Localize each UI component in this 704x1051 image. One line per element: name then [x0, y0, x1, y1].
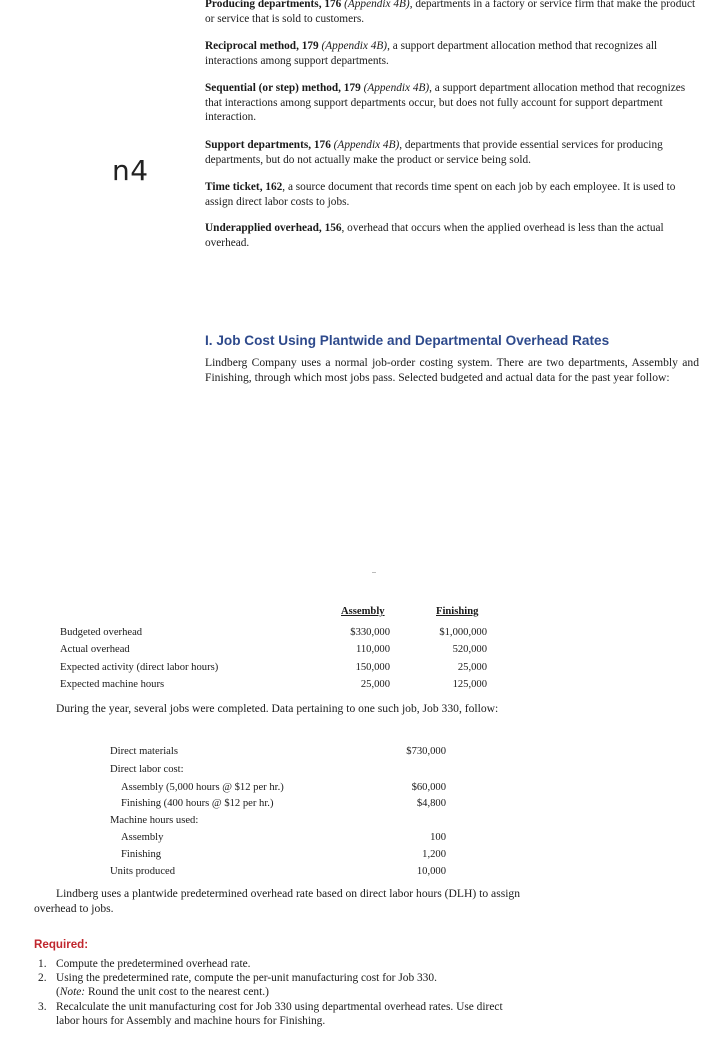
required-item-1 [38, 957, 508, 971]
glossary-definition: , a support department allocation method that recognizes that interactions among support departments occur, but does not fully account for support department interaction. [205, 82, 686, 123]
table-row-label: Assembly (5,000 hours @ $12 per hr.) [121, 782, 284, 793]
job-table [110, 743, 450, 883]
table-cell-finishing: $1,000,000 [439, 627, 487, 638]
glossary-entry-producing-departments [205, 0, 699, 26]
glossary-ref: (Appendix 4B) [321, 40, 388, 52]
table-row-label: Direct materials [110, 746, 178, 757]
table-row-label: Finishing [121, 849, 162, 860]
table-row-label: Units produced [110, 866, 176, 877]
glossary-definition: , departments that provide essential services for producing departments, but do not actually make the product or service being sold. [205, 139, 663, 166]
table-cell-assembly: 150,000 [355, 662, 390, 673]
table-row-label: Machine hours used: [110, 815, 199, 826]
required-item-3 [38, 1000, 508, 1028]
glossary-entry-sequential-method [205, 81, 699, 125]
glossary-entry-reciprocal-method [205, 39, 699, 68]
problem-title: I. Job Cost Using Plantwide and Departmental Overhead Rates [205, 333, 610, 348]
table-cell-value: 100 [430, 832, 446, 843]
required-item-text: Compute the predetermined overhead rate. [56, 958, 251, 970]
glossary-term: Support departments, 176 [205, 139, 331, 151]
glossary-entry-underapplied-overhead [205, 221, 699, 250]
glossary-definition: , a support department allocation method that recognizes all interactions among support departments. [205, 40, 658, 67]
job-intro: During the year, several jobs were completed. Data pertaining to one such job, Job 330, follow: [56, 702, 499, 715]
glossary-definition: , a source document that records time spent on each job by each employee. It is used to assign direct labor costs to jobs. [205, 181, 676, 208]
required-item-2: 2. Using the predetermined rate, compute the per-unit manufacturing cost for Job 330. (Note: Round the unit cost to the nearest cent.) [38, 972, 437, 999]
table-cell-finishing: 125,000 [452, 679, 487, 690]
required-note-label: Note: [59, 986, 86, 999]
required-item-number: 2. [38, 972, 47, 985]
required-item-number: 1. [38, 958, 47, 970]
handwritten-note: n4 [112, 154, 149, 187]
divider-mark [372, 572, 376, 573]
table-cell-assembly: 110,000 [355, 644, 390, 655]
table-row-label: Actual overhead [60, 644, 130, 655]
glossary-ref: (Appendix 4B) [363, 82, 430, 94]
table-cell-assembly: $330,000 [350, 627, 390, 638]
glossary-term: Producing departments, 176 [205, 0, 342, 10]
table-row-label: Expected activity (direct labor hours) [60, 662, 219, 673]
required-note-text: Round the unit cost to the nearest cent.) [85, 986, 269, 999]
required-label: Required: [34, 938, 89, 951]
glossary-ref: (Appendix 4B) [344, 0, 410, 10]
glossary-term: Time ticket, 162 [205, 181, 283, 193]
glossary-ref: (Appendix 4B) [333, 139, 400, 151]
glossary-term: Sequential (or step) method, 179 [205, 82, 361, 94]
required-item-text: Recalculate the unit manufacturing cost for Job 330 using departmental overhead rates. Use direct labor hours for Assembly and machine hours for Finishing. [56, 1000, 503, 1027]
plantwide-rate-text: Lindberg uses a plantwide predetermined overhead rate based on direct labor hours (DLH) to assign overhead to jobs. [34, 887, 521, 915]
required-list [38, 957, 508, 1028]
table-cell-finishing: 520,000 [452, 644, 487, 655]
glossary-term: Underapplied overhead, 156 [205, 222, 342, 234]
budget-table [60, 603, 500, 693]
required-item-number: 3. [38, 1000, 47, 1013]
column-header-assembly: Assembly [341, 606, 385, 617]
table-row-label: Budgeted overhead [60, 627, 143, 638]
problem-intro: Lindberg Company uses a normal job-order costing system. There are two departments, Assembly and Finishing, through which most jobs pass. Selected budgeted and actual data for the past year follow: [205, 356, 699, 384]
glossary-term: Reciprocal method, 179 [205, 40, 319, 52]
table-cell-value: 1,200 [422, 849, 446, 860]
table-cell-value: $730,000 [406, 746, 446, 757]
column-header-finishing: Finishing [436, 606, 479, 617]
table-cell-finishing: 25,000 [457, 662, 487, 673]
table-row-label: Finishing (400 hours @ $12 per hr.) [121, 798, 274, 809]
table-cell-assembly: 25,000 [360, 679, 390, 690]
table-cell-value: $60,000 [411, 782, 446, 793]
glossary-entry-support-departments [205, 138, 699, 167]
required-item-text: Using the predetermined rate, compute the per-unit manufacturing cost for Job 330. [56, 972, 437, 985]
glossary-definition: , departments in a factory or service firm that make the product or service that is sold to customers. [205, 0, 696, 25]
table-row-label: Assembly [121, 832, 164, 843]
table-cell-value: $4,800 [416, 798, 446, 809]
glossary-entry-time-ticket [205, 180, 699, 209]
table-row-label: Direct labor cost: [110, 764, 184, 775]
glossary-definition: , overhead that occurs when the applied overhead is less than the actual overhead. [205, 222, 664, 249]
table-row-label: Expected machine hours [60, 679, 165, 690]
table-cell-value: 10,000 [416, 866, 446, 877]
